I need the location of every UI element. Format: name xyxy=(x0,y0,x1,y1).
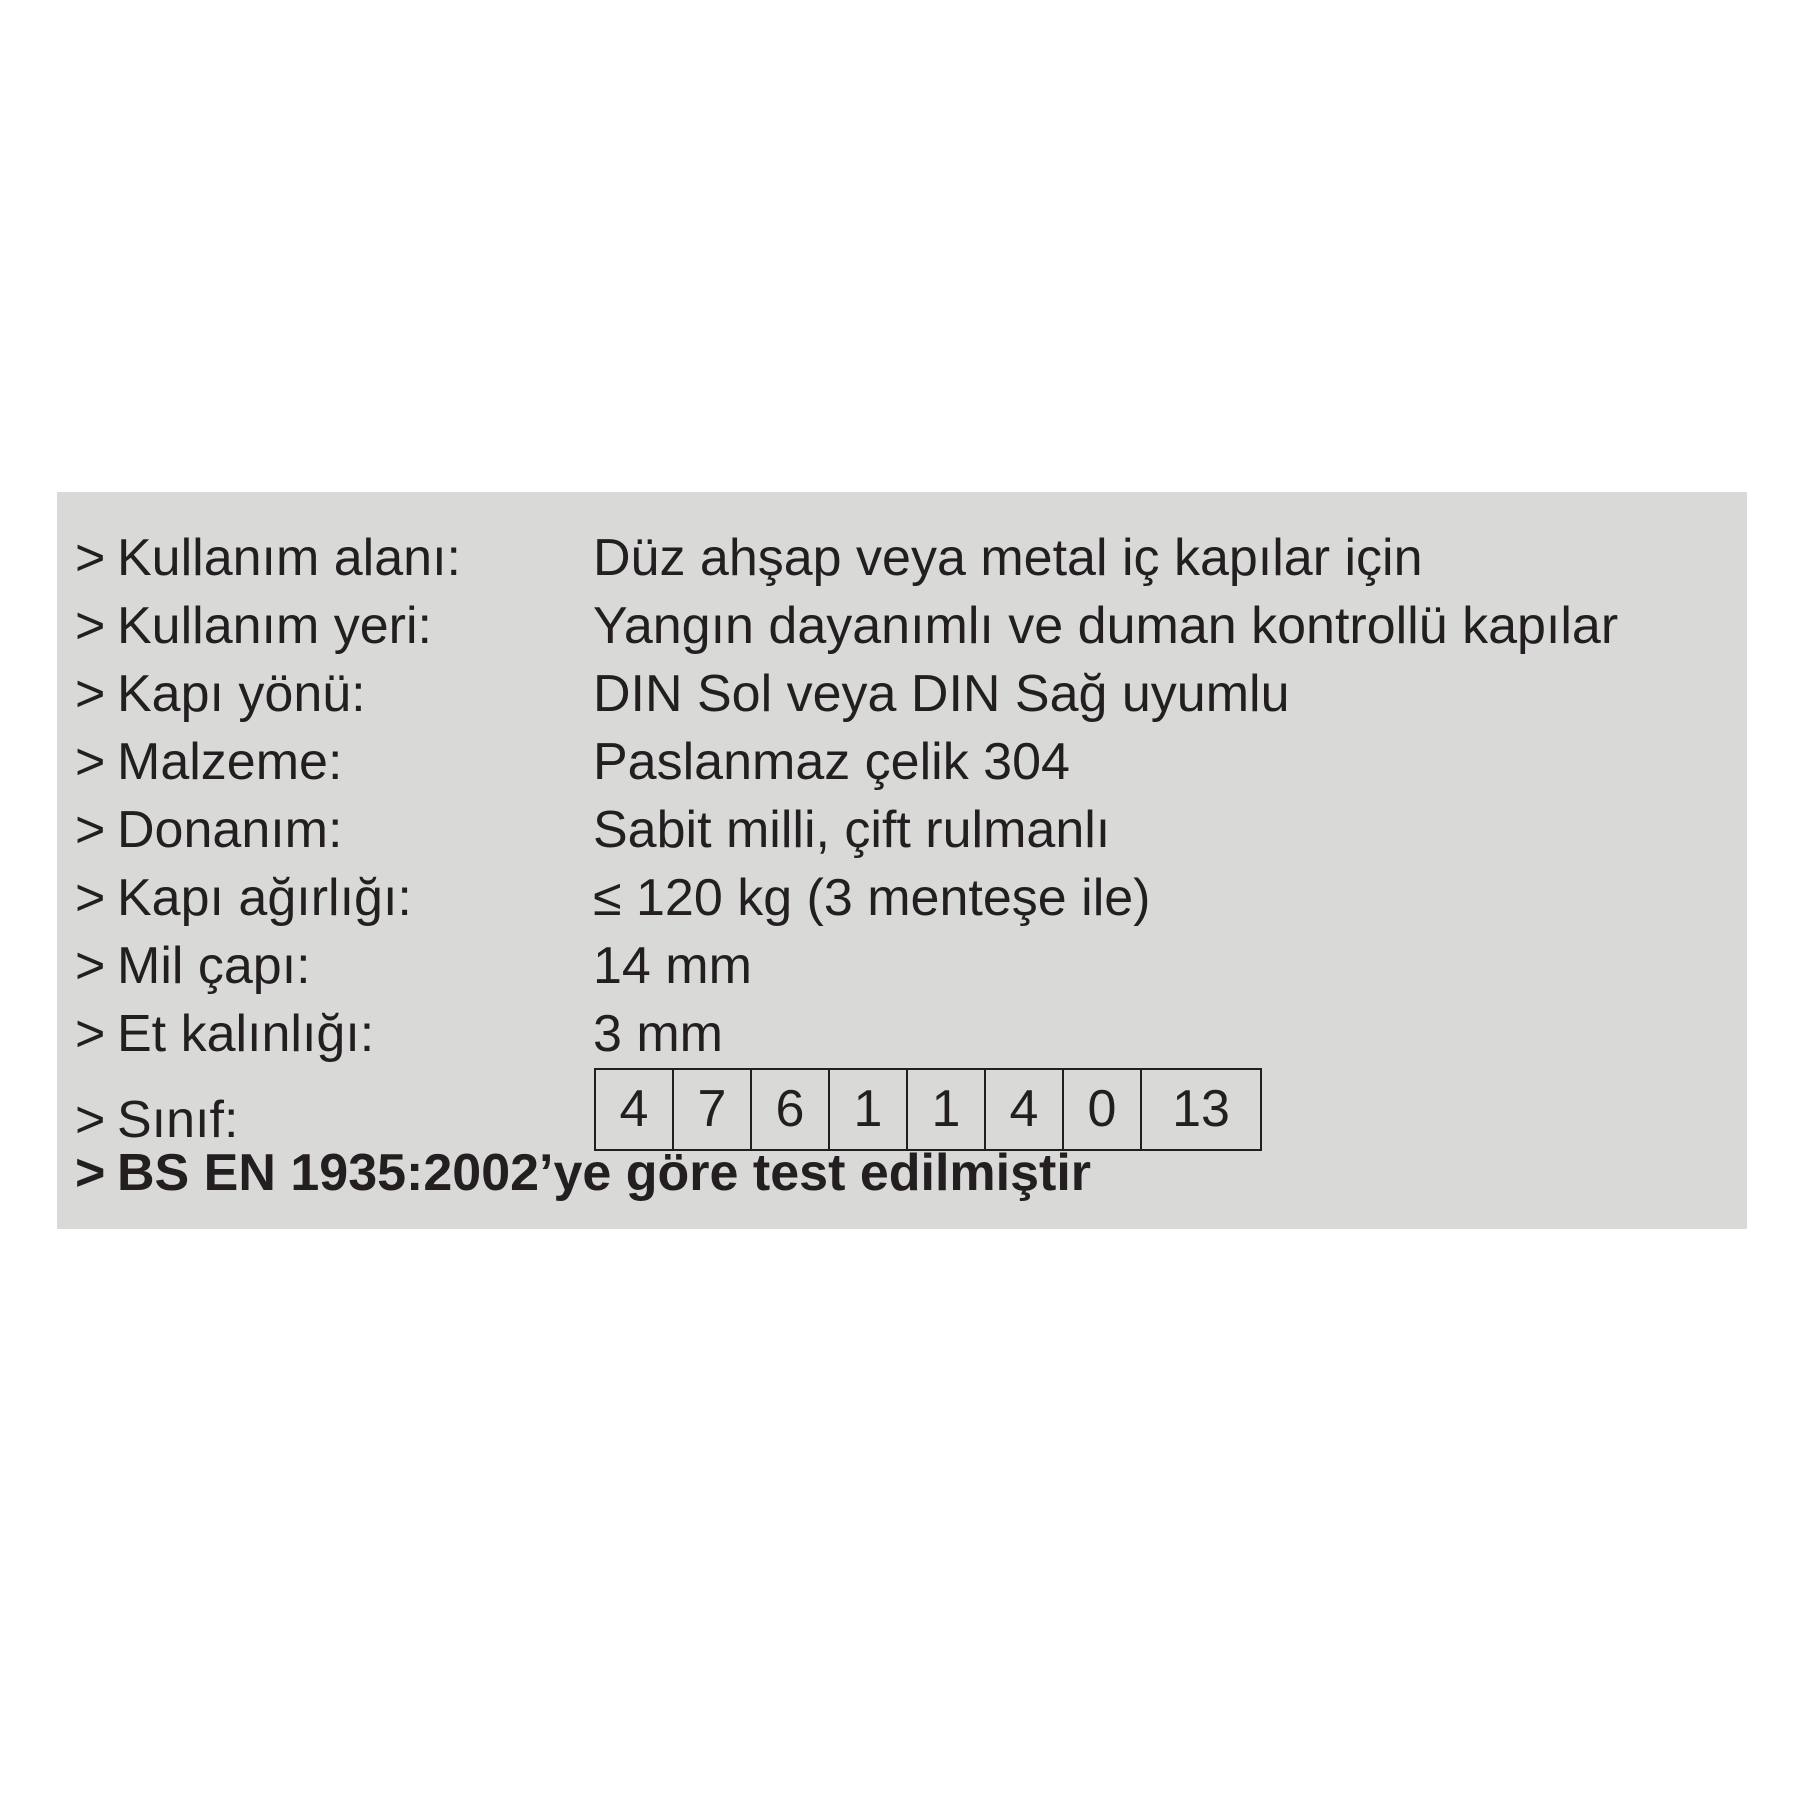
spec-row-pin-diameter xyxy=(57,932,1747,1000)
spec-label: Malzeme: xyxy=(117,733,343,791)
class-code-cell: 6 xyxy=(752,1070,830,1149)
spec-label: Kapı ağırlığı: xyxy=(117,869,412,927)
spec-row-thickness xyxy=(57,1000,1747,1068)
bullet-marker: > xyxy=(75,869,106,927)
bullet-marker: > xyxy=(75,937,106,995)
class-code-cell: 7 xyxy=(674,1070,752,1149)
spec-row-class xyxy=(57,1068,1747,1149)
spec-label: Kapı yönü: xyxy=(117,665,366,723)
spec-value: Düz ahşap veya metal iç kapılar için xyxy=(593,529,1423,587)
spec-row-door-direction xyxy=(57,660,1747,728)
spec-label: Mil çapı: xyxy=(117,937,311,995)
spec-label: Kullanım yeri: xyxy=(117,597,432,655)
class-code-cell: 1 xyxy=(908,1070,986,1149)
spec-label: Kullanım alanı: xyxy=(117,529,461,587)
spec-row-door-weight xyxy=(57,864,1747,932)
bullet-marker: > xyxy=(75,1091,106,1149)
class-code-cell: 1 xyxy=(830,1070,908,1149)
spec-value: 14 mm xyxy=(593,937,752,995)
bullet-marker: > xyxy=(75,733,106,791)
spec-label: Sınıf: xyxy=(117,1091,239,1149)
spec-row-hardware xyxy=(57,796,1747,864)
spec-row-usage-place xyxy=(57,592,1747,660)
spec-value: 3 mm xyxy=(593,1005,723,1063)
bullet-marker: > xyxy=(75,597,106,655)
spec-row-standard xyxy=(57,1139,1747,1207)
spec-value: Paslanmaz çelik 304 xyxy=(593,733,1070,791)
standard-note: BS EN 1935:2002’ye göre test edilmiştir xyxy=(117,1144,1092,1202)
spec-row-usage-area xyxy=(57,524,1747,592)
spec-label: Et kalınlığı: xyxy=(117,1005,375,1063)
bullet-marker: > xyxy=(75,1144,106,1202)
spec-label: Donanım: xyxy=(117,801,343,859)
class-code-cell: 4 xyxy=(596,1070,674,1149)
bullet-marker: > xyxy=(75,665,106,723)
bullet-marker: > xyxy=(75,1005,106,1063)
bullet-marker: > xyxy=(75,801,106,859)
class-code-cell: 13 xyxy=(1172,1080,1230,1138)
spec-row-material xyxy=(57,728,1747,796)
class-code-cell: 4 xyxy=(986,1070,1064,1149)
spec-value: ≤ 120 kg (3 menteşe ile) xyxy=(593,869,1151,927)
spec-value: Yangın dayanımlı ve duman kontrollü kapılar xyxy=(593,597,1619,655)
spec-value: Sabit milli, çift rulmanlı xyxy=(593,801,1111,859)
bullet-marker: > xyxy=(75,529,106,587)
spec-value: DIN Sol veya DIN Sağ uyumlu xyxy=(593,665,1290,723)
class-code-cell: 0 xyxy=(1064,1070,1142,1149)
spec-panel xyxy=(57,492,1747,1229)
